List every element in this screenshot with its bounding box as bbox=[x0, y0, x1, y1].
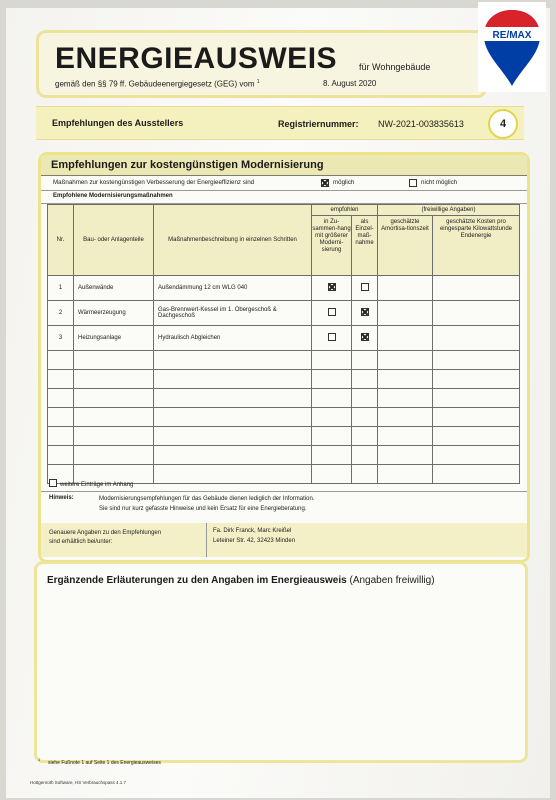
row-cost bbox=[433, 301, 520, 326]
empty-cell bbox=[312, 465, 352, 484]
row-single-cell bbox=[352, 276, 378, 301]
empty-cell bbox=[378, 465, 433, 484]
measures-row bbox=[41, 176, 527, 191]
empty-cell bbox=[378, 408, 433, 427]
law-line: gemäß den §§ 79 ff. Gebäudeenergiegesetz (GEG) vom bbox=[55, 79, 255, 89]
header-box bbox=[36, 30, 487, 98]
more-entries-row bbox=[49, 479, 133, 488]
row-part: Heizungsanlage bbox=[74, 326, 154, 351]
hint-row bbox=[41, 491, 527, 522]
row-amortisation bbox=[378, 276, 433, 301]
table-row bbox=[48, 301, 520, 326]
unchecked-box-icon bbox=[328, 308, 336, 316]
empty-cell bbox=[433, 370, 520, 389]
empty-cell bbox=[433, 446, 520, 465]
more-entries-checkbox-icon bbox=[49, 479, 57, 487]
header-combined: in Zu-sammen-hang mit größerer Moderni-sierung bbox=[312, 216, 352, 276]
empty-cell bbox=[352, 370, 378, 389]
contact-divider bbox=[206, 523, 207, 557]
empty-cell bbox=[312, 427, 352, 446]
recommendations-box bbox=[38, 152, 530, 563]
row-nr: 1 bbox=[48, 276, 74, 301]
unchecked-box-icon bbox=[328, 333, 336, 341]
remax-balloon-logo bbox=[478, 2, 546, 92]
empty-cell bbox=[378, 351, 433, 370]
row-combined-cell bbox=[312, 276, 352, 301]
measures-table bbox=[47, 204, 520, 484]
empty-cell bbox=[433, 427, 520, 446]
empty-cell bbox=[74, 446, 154, 465]
more-entries-label: weitere Einträge im Anhang bbox=[60, 482, 134, 488]
header-cost: geschätzte Kosten pro eingesparte Kilowattstunde Endenergie bbox=[433, 216, 520, 276]
empty-cell bbox=[154, 465, 312, 484]
law-footnote-mark: 1 bbox=[256, 79, 260, 85]
registration-label: Registriernummer: bbox=[278, 119, 359, 129]
empty-cell bbox=[154, 370, 312, 389]
explanations-box bbox=[34, 561, 528, 763]
row-cost bbox=[433, 276, 520, 301]
row-cost bbox=[433, 326, 520, 351]
empty-cell bbox=[154, 427, 312, 446]
empty-cell bbox=[352, 446, 378, 465]
possible-checkbox-icon bbox=[321, 179, 329, 187]
unchecked-box-icon bbox=[361, 283, 369, 291]
empty-cell bbox=[154, 446, 312, 465]
header-nr: Nr. bbox=[48, 205, 74, 276]
table-row bbox=[48, 326, 520, 351]
contact-label-1: Genauere Angaben zu den Empfehlungen bbox=[49, 530, 162, 536]
row-amortisation bbox=[378, 326, 433, 351]
empty-table-row bbox=[48, 351, 520, 370]
row-part: Außenwände bbox=[74, 276, 154, 301]
remax-logo-text: RE/MAX bbox=[492, 30, 532, 41]
empty-cell bbox=[74, 351, 154, 370]
document-sheet bbox=[6, 8, 550, 798]
table-body bbox=[48, 276, 520, 484]
explanations-title-text: Ergänzende Erläuterungen zu den Angaben im Energieausweis bbox=[47, 575, 347, 586]
row-combined-cell bbox=[312, 301, 352, 326]
empty-cell bbox=[352, 351, 378, 370]
header-part: Bau- oder Anlagenteile bbox=[74, 205, 154, 276]
recommender-bar bbox=[36, 106, 524, 140]
law-reference bbox=[55, 79, 260, 89]
empty-cell bbox=[74, 408, 154, 427]
empty-cell bbox=[74, 370, 154, 389]
table-row bbox=[48, 276, 520, 301]
empty-cell bbox=[48, 427, 74, 446]
empty-cell bbox=[312, 389, 352, 408]
footnote-mark: 1 bbox=[38, 757, 41, 762]
empty-cell bbox=[48, 389, 74, 408]
empty-cell bbox=[154, 389, 312, 408]
header-amortisation: geschätzte Amortisa-tionszeit bbox=[378, 216, 433, 276]
header-voluntary: (freiwillige Angaben) bbox=[378, 205, 520, 216]
recommendations-title-bar bbox=[41, 155, 527, 176]
table-header-row bbox=[48, 205, 520, 216]
checked-box-icon bbox=[328, 283, 336, 291]
hint-label: Hinweis: bbox=[49, 495, 74, 501]
empty-cell bbox=[154, 351, 312, 370]
empty-cell bbox=[378, 427, 433, 446]
possible-label: möglich bbox=[333, 179, 355, 186]
empty-cell bbox=[433, 351, 520, 370]
empty-cell bbox=[154, 408, 312, 427]
software-credit: Hottgenroth Software, HS Verbrauchspass 4.1.7 bbox=[30, 780, 127, 785]
contact-row bbox=[41, 523, 527, 557]
empty-cell bbox=[48, 408, 74, 427]
contact-label-2: sind erhältlich bei/unter: bbox=[49, 539, 113, 545]
header-recommended: empfohlen bbox=[312, 205, 378, 216]
empty-cell bbox=[312, 408, 352, 427]
empty-cell bbox=[312, 370, 352, 389]
row-description: Außendämmung 12 cm WLG 040 bbox=[154, 276, 312, 301]
row-single-cell bbox=[352, 326, 378, 351]
empty-cell bbox=[378, 389, 433, 408]
empty-cell bbox=[378, 446, 433, 465]
row-single-cell bbox=[352, 301, 378, 326]
empty-cell bbox=[312, 446, 352, 465]
header-single: als Einzel-maß-nahme bbox=[352, 216, 378, 276]
recommended-measures-row bbox=[41, 191, 527, 204]
document-title: ENERGIEAUSWEIS bbox=[55, 42, 338, 75]
empty-cell bbox=[352, 389, 378, 408]
empty-cell bbox=[74, 389, 154, 408]
empty-cell bbox=[74, 427, 154, 446]
empty-cell bbox=[48, 370, 74, 389]
recommended-measures-label: Empfohlene Modernisierungsmaßnahmen bbox=[53, 193, 173, 199]
empty-cell bbox=[352, 408, 378, 427]
page-number-badge: 4 bbox=[488, 109, 518, 139]
row-part: Wärmeerzeugung bbox=[74, 301, 154, 326]
not-possible-checkbox-icon bbox=[409, 179, 417, 187]
measures-text: Maßnahmen zur kostengünstigen Verbesserung der Energieeffizienz sind bbox=[53, 179, 255, 186]
empty-cell bbox=[352, 465, 378, 484]
row-nr: 2 bbox=[48, 301, 74, 326]
empty-table-row bbox=[48, 370, 520, 389]
row-amortisation bbox=[378, 301, 433, 326]
header-description: Maßnahmenbeschreibung in einzelnen Schritten bbox=[154, 205, 312, 276]
contact-address: Leteiner Str. 42, 32423 Minden bbox=[213, 538, 296, 544]
not-possible-label: nicht möglich bbox=[421, 179, 458, 186]
explanations-title bbox=[47, 575, 435, 586]
empty-cell bbox=[433, 389, 520, 408]
empty-cell bbox=[312, 351, 352, 370]
law-date: 8. August 2020 bbox=[323, 79, 377, 88]
empty-cell bbox=[378, 370, 433, 389]
empty-table-row bbox=[48, 446, 520, 465]
document-subtitle: für Wohngebäude bbox=[359, 62, 431, 72]
checked-box-icon bbox=[361, 308, 369, 316]
hint-line-2: Sie sind nur kurz gefasste Hinweise und kein Ersatz für eine Energieberatung. bbox=[99, 506, 307, 512]
empty-table-row bbox=[48, 408, 520, 427]
recommendations-title: Empfehlungen zur kostengünstigen Modernisierung bbox=[51, 159, 324, 171]
row-nr: 3 bbox=[48, 326, 74, 351]
empty-cell bbox=[48, 351, 74, 370]
explanations-optional: (Angaben freiwillig) bbox=[349, 575, 435, 586]
footnote-text: siehe Fußnote 1 auf Seite 1 des Energieausweises bbox=[48, 760, 161, 766]
checked-box-icon bbox=[361, 333, 369, 341]
empty-cell bbox=[352, 427, 378, 446]
empty-table-row bbox=[48, 389, 520, 408]
recommender-label: Empfehlungen des Ausstellers bbox=[52, 118, 184, 128]
empty-cell bbox=[48, 446, 74, 465]
empty-table-row bbox=[48, 427, 520, 446]
row-description: Hydraulisch Abgleichen bbox=[154, 326, 312, 351]
registration-number: NW-2021-003835613 bbox=[378, 119, 464, 129]
row-description: Gas-Brennwert-Kessel im 1. Obergeschoß & Dachgeschoß bbox=[154, 301, 312, 326]
row-combined-cell bbox=[312, 326, 352, 351]
empty-cell bbox=[433, 465, 520, 484]
hint-line-1: Modernisierungsempfehlungen für das Gebäude dienen lediglich der Information. bbox=[99, 496, 315, 502]
empty-cell bbox=[433, 408, 520, 427]
contact-name: Fa. Dirk Franck, Marc Kreißel bbox=[213, 528, 292, 534]
